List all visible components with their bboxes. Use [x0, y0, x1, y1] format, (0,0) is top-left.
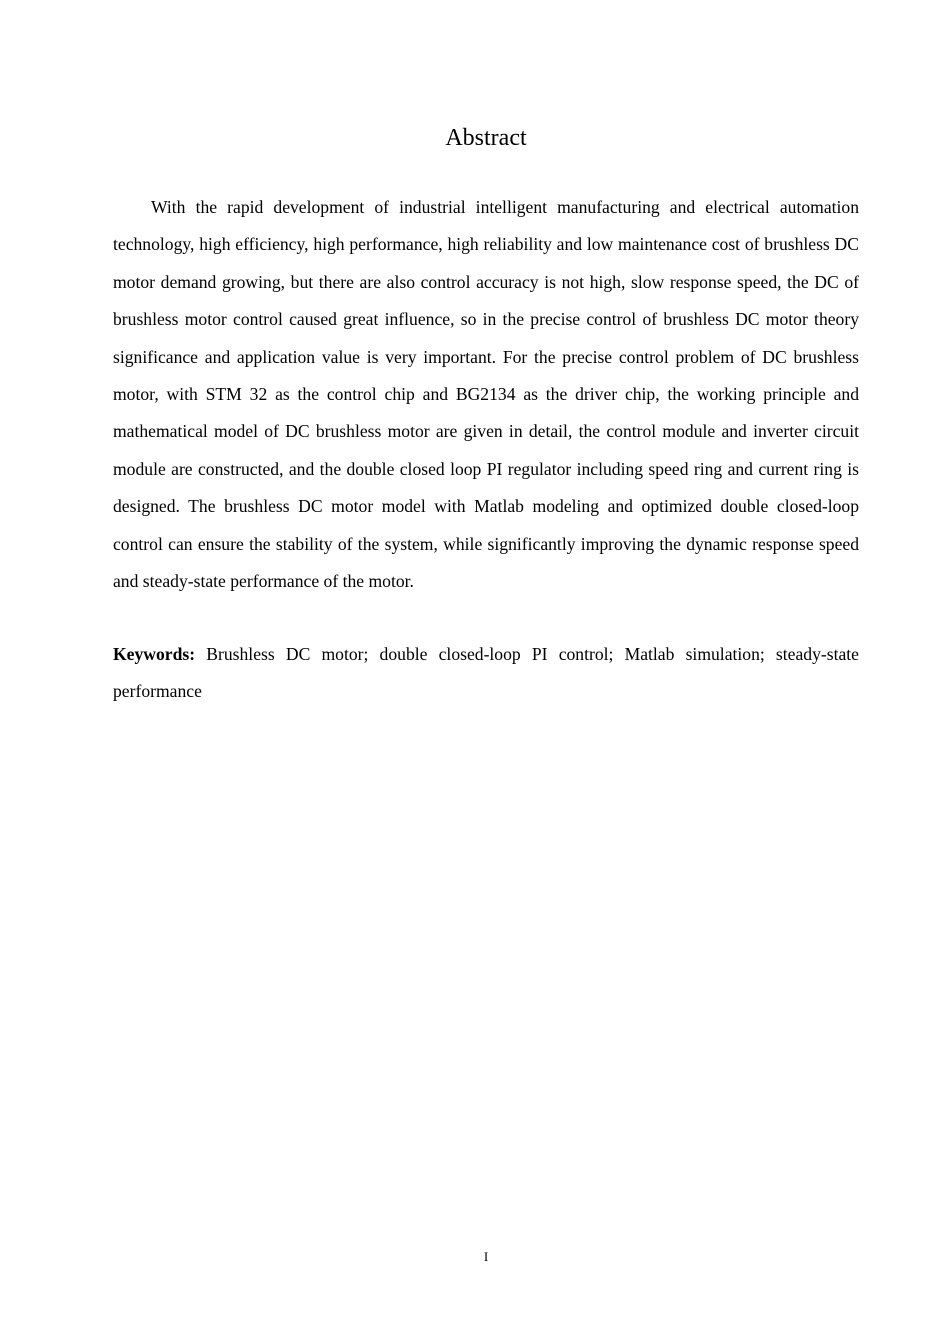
- keywords-paragraph: [113, 636, 859, 711]
- keywords-label: Keywords:: [113, 644, 196, 664]
- page-title: Abstract: [445, 125, 527, 151]
- keywords-text: Brushless DC motor; double closed-loop PI control; Matlab simulation; steady-state performance: [113, 644, 859, 702]
- page-number: I: [483, 1249, 489, 1264]
- abstract-paragraph: With the rapid development of industrial intelligent manufacturing and electrical automation technology, high efficiency, high performance, high reliability and low maintenance cost of brushless DC motor demand growing, but there are also control accuracy is not high, slow response speed, the DC of brushless motor control caused great influence, so in the precise control of brushless DC motor theory significance and application value is very important. For the precise control problem of DC brushless motor, with STM 32 as the control chip and BG2134 as the driver chip, the working principle and mathematical model of DC brushless motor are given in detail, the control module and inverter circuit module are constructed, and the double closed loop PI regulator including speed ring and current ring is designed. The brushless DC motor model with Matlab modeling and optimized double closed-loop control can ensure the stability of the system, while significantly improving the dynamic response speed and steady-state performance of the motor.: [113, 197, 859, 592]
